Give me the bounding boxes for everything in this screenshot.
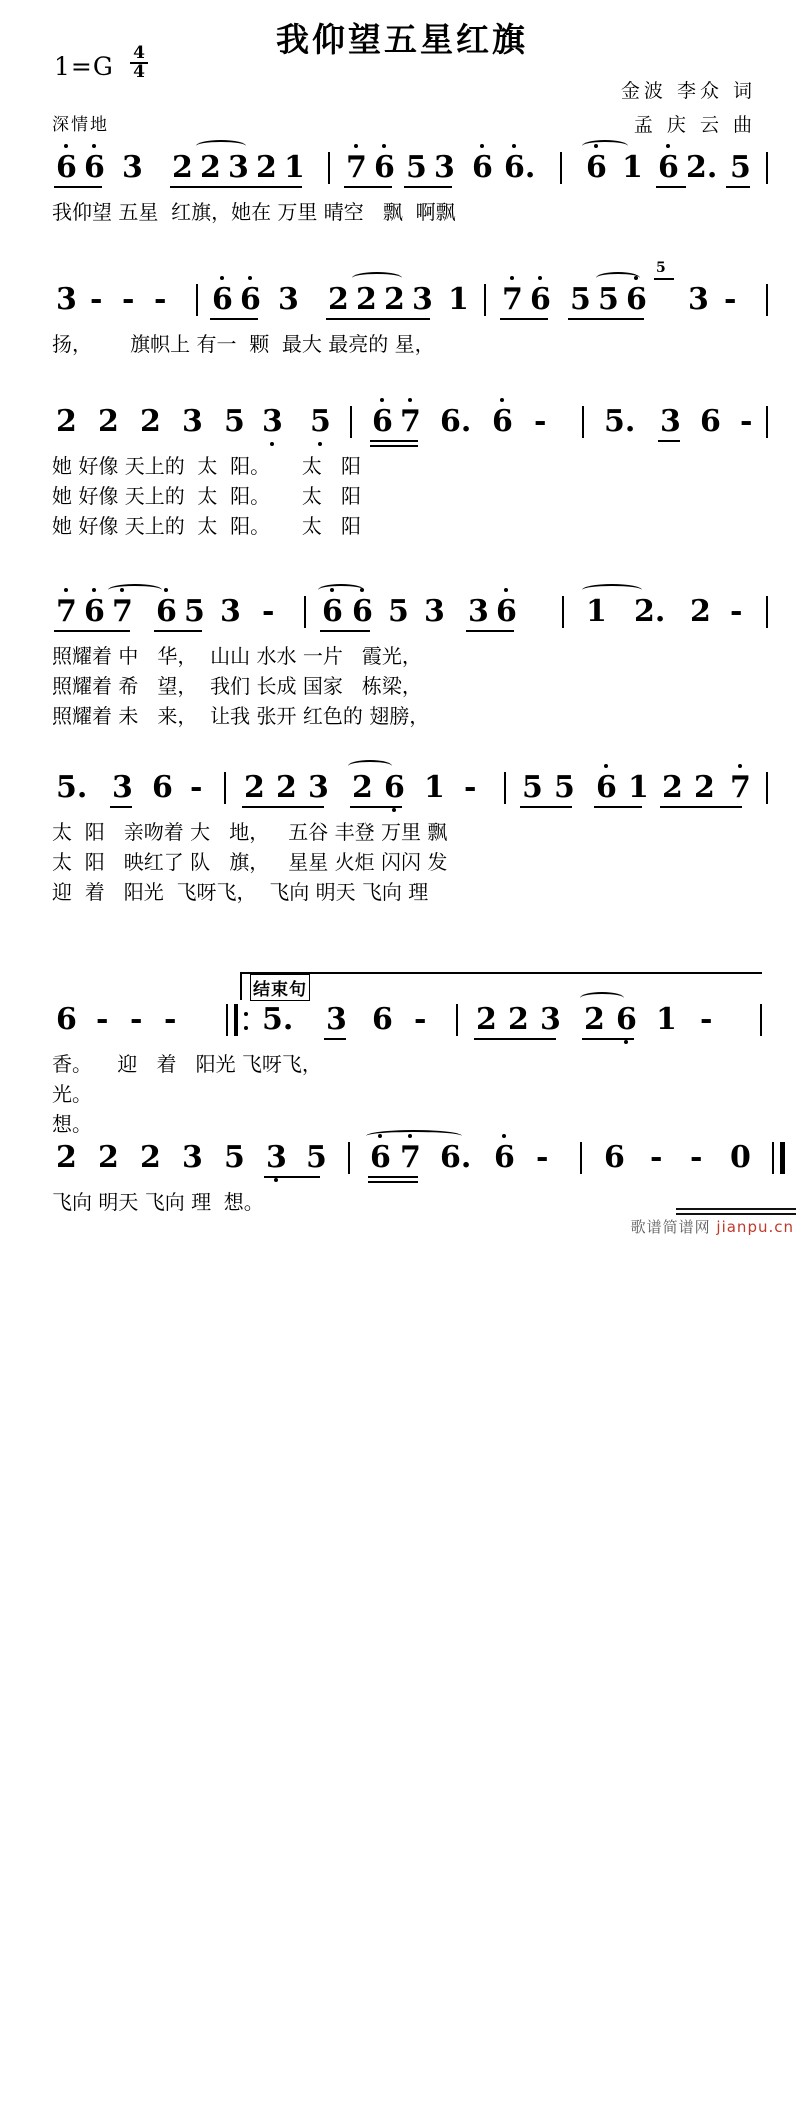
lyric-syllable: 她 好像 天上的 太 阳。 太 阳	[52, 454, 362, 478]
system-5	[0, 770, 804, 906]
system-4-lyrics-line-3	[0, 700, 804, 730]
system-6	[0, 960, 804, 1138]
lyric-syllable: 太 阳 映红了 队 旗， 星星 火炬 闪闪 发	[52, 850, 448, 874]
ending-bracket	[240, 972, 762, 1000]
system-4-lyrics-line-1	[0, 640, 804, 670]
system-1-lyrics-line-1	[0, 196, 804, 226]
system-2-notes: 3 - - - 6 6 3 2 2 2 3 1 7 6 5 5 6 3 - 5	[0, 282, 804, 328]
system-3-notes: 2 2 2 3 5 3 5 6 7 6. 6 - 5. 3 6 -	[0, 404, 804, 450]
lyric-syllable: 飞向 明天 飞向 理 想。	[52, 1190, 264, 1214]
system-6-lyrics-line-2	[0, 1078, 804, 1108]
lyric-syllable: 照耀着 中 华， 山山 水水 一片 霞光，	[52, 644, 422, 668]
lyric-syllable: 照耀着 未 来， 让我 张开 红色的 翅膀，	[52, 704, 430, 728]
system-2	[0, 260, 804, 358]
system-3-lyrics-line-3	[0, 510, 804, 540]
system-5-lyrics-line-1	[0, 816, 804, 846]
lyric-syllable: 迎 着 阳光 飞呀飞， 飞向 明天 飞向 理	[52, 880, 429, 904]
lyric-syllable: 她 好像 天上的 太 阳。 太 阳	[52, 514, 362, 538]
watermark-lines	[676, 1205, 796, 1215]
credit-composer: 孟 庆 云 曲	[633, 114, 756, 136]
time-signature-bottom: 4	[133, 62, 145, 82]
system-1-notes: 6 6 3 2 2 3 2 1 7 6 5 3 6 6. 6 1 6 2. 5	[0, 150, 804, 196]
lyric-syllable: 香。 迎 着 阳光 飞呀飞，	[52, 1052, 322, 1076]
lyric-syllable: 太 阳 亲吻着 大 地， 五谷 丰登 万里 飘	[52, 820, 448, 844]
watermark	[631, 1216, 794, 1237]
system-6-notes: 6 - - - 5. 3 6 - 2 2 3 2 6 1 -	[0, 1002, 804, 1048]
credit-lyricist: 金波 李众 词	[620, 80, 756, 102]
system-3	[0, 404, 804, 540]
key-signature: 1=G	[54, 52, 114, 81]
time-signature	[128, 43, 150, 82]
system-4-notes: 7 6 7 6 5 3 - 6 6 5 3 3 6 1 2. 2 -	[0, 594, 804, 640]
lyric-syllable: 扬， 旗帜上 有一 颗 最大 最亮的 星，	[52, 332, 435, 356]
system-3-lyrics-line-1	[0, 450, 804, 480]
lyric-syllable: 想。	[52, 1112, 92, 1136]
expression-marking: 深情地	[52, 115, 109, 135]
system-1	[0, 150, 804, 226]
system-5-notes: 5. 3 6 - 2 2 3 2 6 1 - 5 5 6 1 2 2 7	[0, 770, 804, 816]
ending-label: 结束句	[250, 974, 310, 1001]
lyric-syllable: 光。	[52, 1082, 92, 1106]
system-7-notes: 2 2 2 3 5 3 5 6 7 6. 6 - 6 - - 0	[0, 1140, 804, 1186]
lyric-syllable: 她 好像 天上的 太 阳。 太 阳	[52, 484, 362, 508]
system-3-lyrics-line-2	[0, 480, 804, 510]
lyric-syllable: 照耀着 希 望， 我们 长成 国家 栋梁，	[52, 674, 422, 698]
watermark-text-cn: 歌谱简谱网	[630, 1218, 711, 1236]
lyric-syllable: 我仰望 五星 红旗，她在 万里 晴空 飘 啊飘	[52, 200, 456, 224]
system-2-lyrics-line-1	[0, 328, 804, 358]
system-4-lyrics-line-2	[0, 670, 804, 700]
page-title: 我仰望五星红旗	[276, 20, 528, 59]
system-5-lyrics-line-2	[0, 846, 804, 876]
watermark-text-en: jianpu.cn	[716, 1218, 794, 1236]
system-5-lyrics-line-3	[0, 876, 804, 906]
system-4	[0, 594, 804, 730]
system-6-lyrics-line-1	[0, 1048, 804, 1078]
time-signature-top: 4	[133, 43, 145, 63]
